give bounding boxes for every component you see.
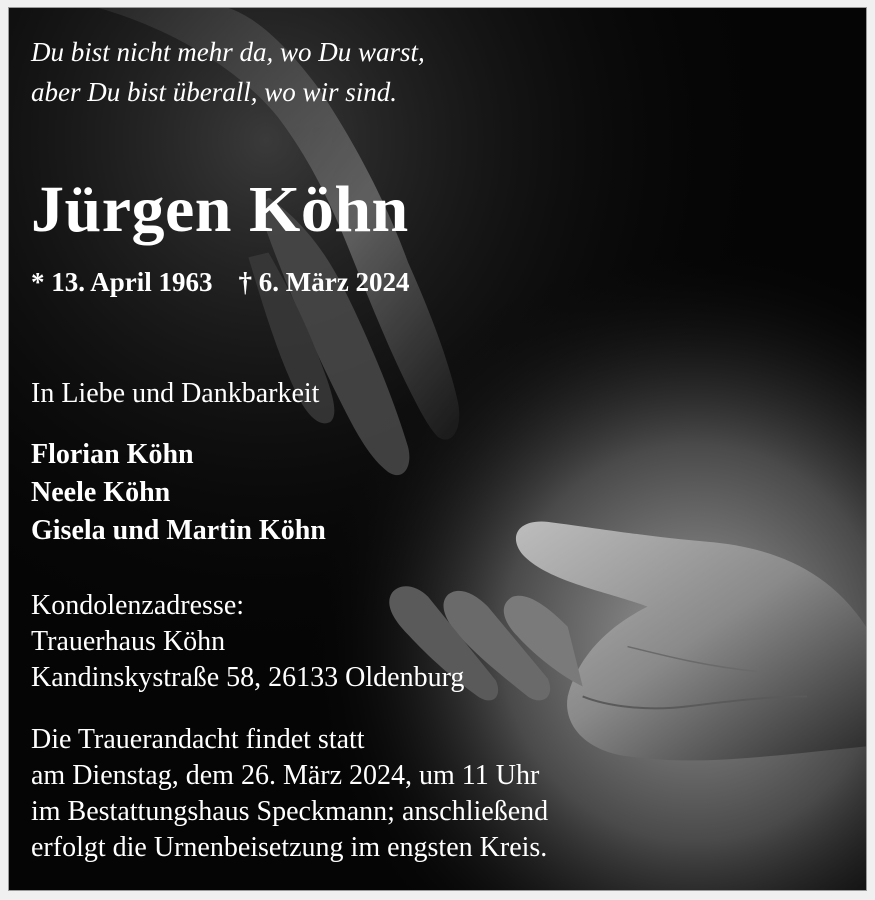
family-member: Florian Köhn bbox=[31, 439, 194, 470]
deceased-name: Jürgen Köhn bbox=[31, 173, 409, 246]
ceremony-notice bbox=[31, 722, 548, 866]
motto-line-1: Du bist nicht mehr da, wo Du warst, bbox=[31, 37, 425, 67]
ceremony-line: erfolgt die Urnenbeisetzung im engsten Kreis. bbox=[31, 832, 548, 863]
ceremony-line: im Bestattungshaus Speckmann; anschließend bbox=[31, 796, 549, 827]
birth-date: * 13. April 1963 bbox=[31, 267, 213, 297]
address-street: Kandinskystraße 58, 26133 Oldenburg bbox=[31, 662, 465, 693]
address-house: Trauerhaus Köhn bbox=[31, 626, 226, 657]
life-dates bbox=[31, 264, 409, 300]
address-label: Kondolenzadresse: bbox=[31, 590, 245, 621]
death-date: † 6. März 2024 bbox=[238, 267, 410, 297]
ceremony-line: Die Trauerandacht findet statt bbox=[31, 724, 365, 755]
motto-quote bbox=[31, 32, 425, 112]
ceremony-line: am Dienstag, dem 26. März 2024, um 11 Uhr bbox=[31, 760, 540, 791]
family-member: Gisela und Martin Köhn bbox=[31, 515, 326, 546]
motto-line-2: aber Du bist überall, wo wir sind. bbox=[31, 77, 398, 107]
family-list bbox=[31, 436, 326, 550]
family-member: Neele Köhn bbox=[31, 477, 171, 508]
condolence-address bbox=[31, 588, 464, 696]
obituary-card bbox=[8, 7, 867, 891]
gratitude-line: In Liebe und Dankbarkeit bbox=[31, 378, 320, 409]
